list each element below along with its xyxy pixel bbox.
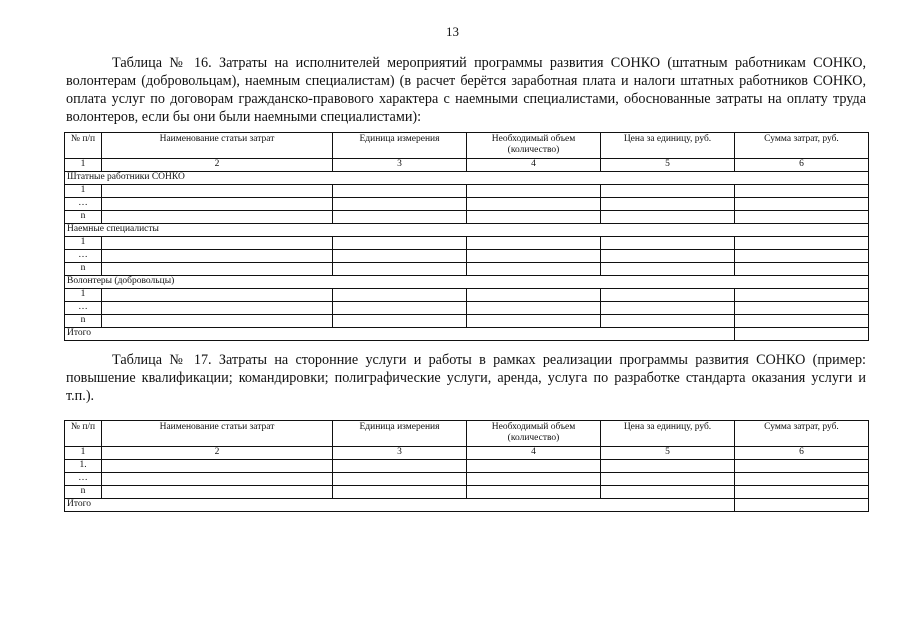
total-row <box>65 328 869 341</box>
section-row <box>65 276 869 289</box>
table-cell <box>735 486 869 499</box>
table-cell <box>735 460 869 473</box>
table-cell <box>601 460 735 473</box>
row-number: n <box>65 211 102 224</box>
header-cell-total-cost: Сумма затрат, руб. <box>735 133 869 159</box>
table-cell <box>102 302 333 315</box>
table-cell <box>467 302 601 315</box>
table-cell <box>102 460 333 473</box>
table-row <box>65 263 869 276</box>
header-cell-number: № п/п <box>65 421 102 447</box>
table-cell <box>601 211 735 224</box>
table-cell <box>601 250 735 263</box>
table-cell <box>102 486 333 499</box>
table-cell <box>735 302 869 315</box>
table-cell <box>333 302 467 315</box>
column-number-row <box>65 159 869 172</box>
header-cell-item-name: Наименование статьи затрат <box>102 133 333 159</box>
table-cell <box>601 263 735 276</box>
column-number: 1 <box>65 447 102 460</box>
table-cell <box>467 460 601 473</box>
column-number: 4 <box>467 447 601 460</box>
header-cell-unit-price: Цена за единицу, руб. <box>601 421 735 447</box>
column-number: 5 <box>601 447 735 460</box>
row-number: … <box>65 302 102 315</box>
row-number: 1 <box>65 185 102 198</box>
table-row <box>65 460 869 473</box>
table-cell <box>601 237 735 250</box>
table-cell <box>467 473 601 486</box>
table-cell <box>333 460 467 473</box>
row-number: n <box>65 263 102 276</box>
table-cell <box>735 250 869 263</box>
row-number: … <box>65 198 102 211</box>
column-number: 2 <box>102 159 333 172</box>
total-label: Итого <box>65 328 735 341</box>
table-cell <box>102 315 333 328</box>
table-cell <box>601 473 735 486</box>
table-cell <box>102 237 333 250</box>
table-cell <box>333 237 467 250</box>
table-16-caption: Таблица № 16. Затраты на исполнителей мероприятий программы развития СОНКО (штатным работникам СОНКО, волонтерам (добровольцам), наемным специалистам) (в расчет берётся заработная плата и налоги штатных работников СОНКО, оплата услуг по договорам гражданско-правового характера с наемными специалистами, обоснованные затраты на оплату труда волонтеров, если бы они были наемными специалистами): <box>66 55 866 125</box>
row-number: … <box>65 250 102 263</box>
row-number: 1 <box>65 289 102 302</box>
header-cell-item-name: Наименование статьи затрат <box>102 421 333 447</box>
header-cell-quantity: Необходимый объем (количество) <box>467 421 601 447</box>
table-cell <box>601 302 735 315</box>
column-number: 6 <box>735 447 869 460</box>
table-cell <box>601 198 735 211</box>
table-cell <box>333 263 467 276</box>
column-number: 3 <box>333 159 467 172</box>
row-number: n <box>65 486 102 499</box>
table-header-row <box>65 421 869 447</box>
table-header-row <box>65 133 869 159</box>
total-cell <box>735 328 869 341</box>
table-cell <box>102 289 333 302</box>
table-cell <box>102 250 333 263</box>
section-title: Волонтеры (добровольцы) <box>65 276 869 289</box>
table-cell <box>735 263 869 276</box>
table-row <box>65 198 869 211</box>
header-cell-number: № п/п <box>65 133 102 159</box>
table-cell <box>467 250 601 263</box>
header-cell-unit: Единица измерения <box>333 133 467 159</box>
table-cell <box>333 185 467 198</box>
column-number: 1 <box>65 159 102 172</box>
table-cell <box>333 289 467 302</box>
table-cell <box>102 198 333 211</box>
table-cell <box>467 263 601 276</box>
table-17 <box>64 420 869 512</box>
table-cell <box>333 211 467 224</box>
table-cell <box>601 315 735 328</box>
column-number: 3 <box>333 447 467 460</box>
table-cell <box>735 185 869 198</box>
table-cell <box>467 486 601 499</box>
table-16 <box>64 132 869 341</box>
table-cell <box>467 211 601 224</box>
row-number: 1 <box>65 237 102 250</box>
table-cell <box>333 315 467 328</box>
column-number: 2 <box>102 447 333 460</box>
header-cell-total-cost: Сумма затрат, руб. <box>735 421 869 447</box>
page-number: 13 <box>446 24 459 39</box>
table-cell <box>735 289 869 302</box>
row-number: n <box>65 315 102 328</box>
table-cell <box>601 486 735 499</box>
header-cell-unit-price: Цена за единицу, руб. <box>601 133 735 159</box>
table-row <box>65 250 869 263</box>
section-row <box>65 172 869 185</box>
table-cell <box>102 473 333 486</box>
table-row <box>65 302 869 315</box>
table-row <box>65 289 869 302</box>
table-17-caption: Таблица № 17. Затраты на сторонние услуги и работы в рамках реализации программы развития СОНКО (пример: повышение квалификации; командировки; полиграфические услуги, аренда, услуга по разработке стандарта оказания услуги и т.п.). <box>66 352 866 404</box>
column-number: 5 <box>601 159 735 172</box>
table-cell <box>735 198 869 211</box>
table-cell <box>601 289 735 302</box>
table-row <box>65 185 869 198</box>
table-cell <box>467 289 601 302</box>
table-row <box>65 237 869 250</box>
table-cell <box>333 198 467 211</box>
total-cell <box>735 499 869 512</box>
header-cell-quantity: Необходимый объем (количество) <box>467 133 601 159</box>
table-cell <box>333 250 467 263</box>
section-title: Штатные работники СОНКО <box>65 172 869 185</box>
table-cell <box>467 237 601 250</box>
total-label: Итого <box>65 499 735 512</box>
section-row <box>65 224 869 237</box>
table-row <box>65 486 869 499</box>
column-number: 4 <box>467 159 601 172</box>
table-row <box>65 211 869 224</box>
total-row <box>65 499 869 512</box>
table-cell <box>467 315 601 328</box>
column-number-row <box>65 447 869 460</box>
row-number: … <box>65 473 102 486</box>
table-cell <box>735 211 869 224</box>
table-cell <box>102 211 333 224</box>
header-cell-unit: Единица измерения <box>333 421 467 447</box>
column-number: 6 <box>735 159 869 172</box>
table-row <box>65 315 869 328</box>
row-number: 1. <box>65 460 102 473</box>
table-cell <box>102 263 333 276</box>
table-cell <box>467 185 601 198</box>
table-cell <box>735 315 869 328</box>
table-cell <box>467 198 601 211</box>
table-row <box>65 473 869 486</box>
section-title: Наемные специалисты <box>65 224 869 237</box>
table-cell <box>735 237 869 250</box>
table-cell <box>333 473 467 486</box>
table-cell <box>601 185 735 198</box>
table-cell <box>102 185 333 198</box>
table-cell <box>735 473 869 486</box>
table-cell <box>333 486 467 499</box>
